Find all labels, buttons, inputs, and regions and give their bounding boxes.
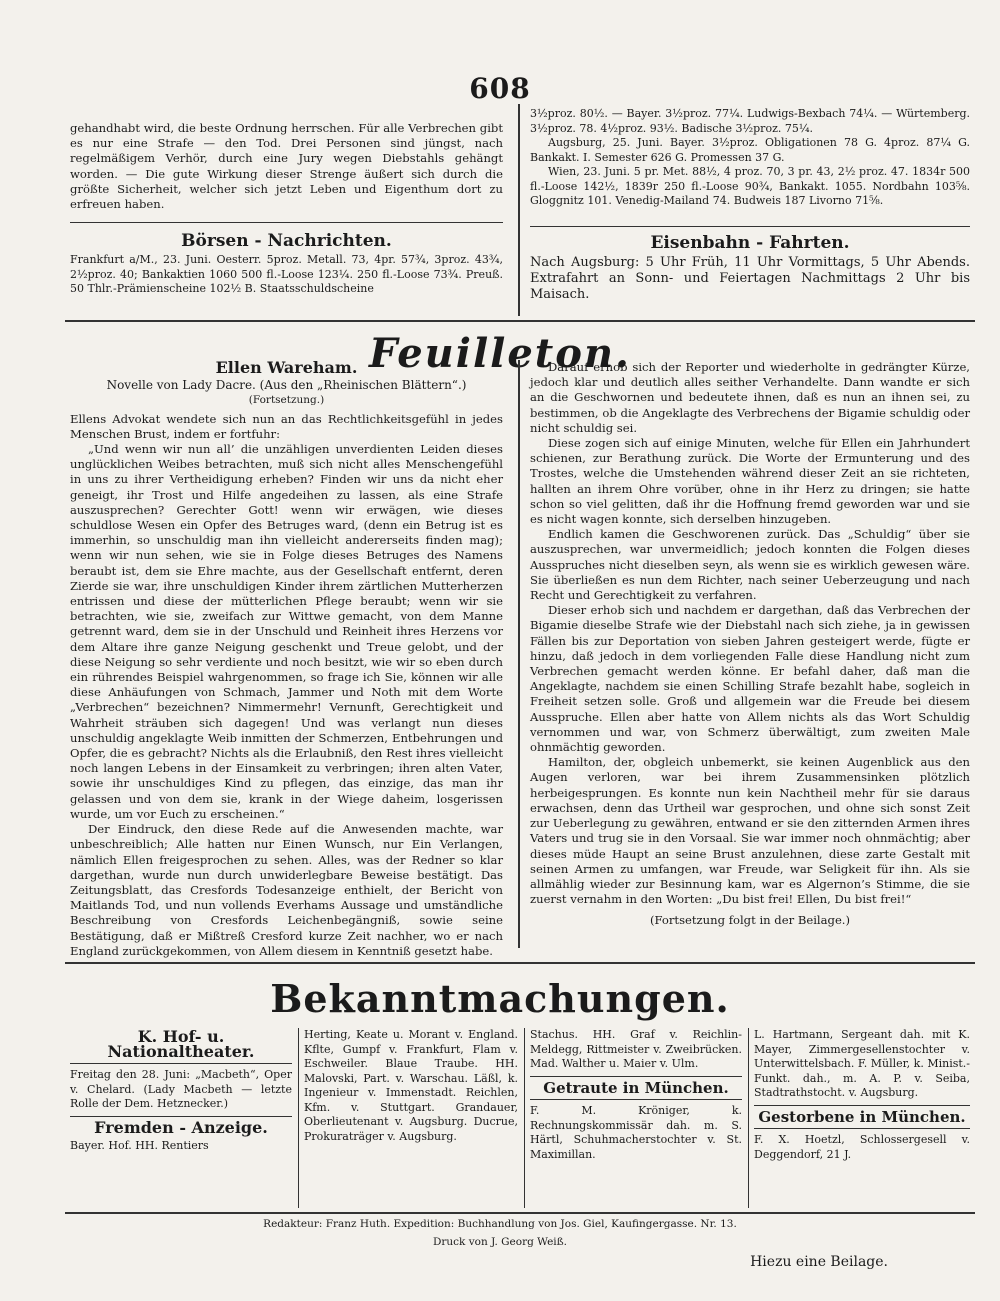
eisenbahn-heading: Eisenbahn - Fahrten. xyxy=(650,233,850,253)
divider xyxy=(530,1076,742,1077)
divider xyxy=(754,1105,970,1106)
gestorbene-heading: Gestorbene in München. xyxy=(758,1107,966,1126)
column-divider xyxy=(298,1028,299,1208)
announce-col-4-text: L. Hartmann, Sergeant dah. mit K. Mayer, Zimmergesellenstochter v. Unterwittelsbach. F. Müller, k. Minist.-Funkt. dah., m. A. P. v. Seiba, Stadtrathstocht. v. Augsburg. xyxy=(754,1028,970,1099)
fremden-text: Bayer. Hof. HH. Rentiers xyxy=(70,1139,209,1152)
theater-heading: K. Hof- u. Nationaltheater. xyxy=(107,1027,255,1061)
divider xyxy=(65,962,975,964)
right-paragraph: Endlich kamen die Geschworenen zurück. Das „Schuldig“ über sie auszusprechen, war unvermeidlich; jedoch konnten die Folgen dieses Ausspruches nicht dieselben seyn, als wenn sie es wirklich gewesen wäre. Sie überließen es nun dem Richter, nach seiner Ueberzeugung und nach Recht und Gerechtigkeit zu verfahren. xyxy=(530,527,970,603)
announce-col-1 xyxy=(70,1028,292,1154)
right-paragraph: Dieser erhob sich und nachdem er dargethan, daß das Verbrechen der Bigamie dieselbe Strafe wie der Diebstahl nach sich ziehe, ja in gewissen Fällen bis zur Deportation von sieben Jahren gesteigert werde, fügte er hinzu, daß jedoch in dem vorliegenden Falle diese Handlung nicht zum Verbrechen gemacht werden könne. Er befahl daher, daß man die Angeklagte, nachdem sie einen Schilling Strafe bezahlt habe, sogleich in Freiheit setzen solle. Groß und allgemein war die Freude bei diesem Ausspruche. Ellen aber hatte von Allem nichts als das Wort Schuldig vernommen und war, von Schmerz überwältigt, zum zweiten Male ohnmächtig geworden. xyxy=(530,603,970,755)
top-left-paragraph: gehandhabt wird, die beste Ordnung herrschen. Für alle Verbrechen gibt es nur eine Strafe — den Tod. Drei Personen sind jüngst, nach regelmäßigem Verhör, durch eine Jury wegen Diebstahls gehängt worden. — Die gute Wirkung dieser Strenge äußert sich durch die größte Sicherheit, welcher sich jetzt Leben und Eigenthum dort zu erfreuen haben. xyxy=(70,121,503,212)
footer-editor-line: Redakteur: Franz Huth. Expedition: Buchhandlung von Jos. Giel, Kaufingergasse. Nr. 13. xyxy=(263,1218,737,1230)
column-divider xyxy=(524,1028,525,1208)
feuilleton-left-column xyxy=(70,360,503,959)
to-be-continued: (Fortsetzung folgt in der Beilage.) xyxy=(649,913,851,928)
top-right-column xyxy=(530,107,970,209)
announce-col-2-text: Herting, Keate u. Morant v. England. Kflte, Gumpf v. Frankfurt, Flam v. Eschweiler. Blaue Traube. HH. Malovski, Part. v. Warschau. Läßl, k. Ingenieur v. Immenstadt. Reichlen, Kfm. v. Stuttgart. Grandauer, Oberlieutenant v. Augsburg. Ducrue, Prokuraträger v. Augsburg. xyxy=(304,1028,518,1143)
announce-col-3 xyxy=(530,1028,742,1162)
story-continuation: (Fortsetzung.) xyxy=(248,394,325,407)
left-paragraph: Ellens Advokat wendete sich nun an das Rechtlichkeitsgefühl in jedes Menschen Brust, indem er fortfuhr: xyxy=(70,411,503,441)
boersen-section xyxy=(70,232,503,297)
top-right-line-2: Augsburg, 25. Juni. Bayer. 3½proz. Obligationen 78 G. 4proz. 87¼ G. Bankakt. I. Semester 626 G. Promessen 37 G. xyxy=(530,136,970,164)
boersen-heading: Börsen - Nachrichten. xyxy=(181,231,392,251)
divider xyxy=(70,1116,292,1117)
divider xyxy=(65,1212,975,1214)
left-paragraph: Der Eindruck, den diese Rede auf die Anwesenden machte, war unbeschreiblich; Alle hatten nur Einen Wunsch, nur Ein Verlangen, nämlich Ellen freigesprochen zu sehen. Alles, was der Redner so klar dargethan, wurde nun durch unwiderlegbare Beweise bestätigt. Das Zeitungsblatt, das Cresfords Todesanzeige enthielt, der Bericht von Maitlands Tod, und nun vollends Everhams Aussage und umständliche Beschreibung von Cresfords Leichenbegängniß, sowie seine Bestätigung, daß er Mißtreß Cresford kurze Zeit nachher, wo er nach England zurückgekommen, von Allem diesem in Kenntniß gesetzt habe. xyxy=(70,822,503,958)
getraute-heading: Getraute in München. xyxy=(543,1078,729,1097)
footer-print-line: Druck von J. Georg Weiß. xyxy=(432,1236,568,1248)
eisenbahn-section xyxy=(530,234,970,303)
divider xyxy=(754,1128,970,1129)
feuilleton-right-column xyxy=(530,360,970,929)
top-right-line-1: 3½proz. 80½. — Bayer. 3½proz. 77¼. Ludwigs-Bexbach 74¼. — Würtemberg. 3½proz. 78. 4½proz. 93½. Badische 3½proz. 75¼. xyxy=(530,107,970,135)
announce-col-4 xyxy=(754,1028,970,1162)
divider xyxy=(65,320,975,322)
story-title: Ellen Wareham. xyxy=(215,358,358,377)
announce-col-2 xyxy=(304,1028,518,1144)
right-paragraph: Darauf erhob sich der Reporter und wiederholte in gedrängter Kürze, jedoch klar und deutlich alles seither Verhandelte. Dann wandte er sich an die Geschwornen und bedeutete ihnen, daß es nun an ihnen sei, zu bestimmen, ob die Angeklagte des Verbrechens der Bigamie schuldig oder nicht schuldig sei. xyxy=(530,360,970,435)
right-paragraph: Diese zogen sich auf einige Minuten, welche für Ellen ein Jahrhundert schienen, zur Berathung zurück. Die Worte der Ermunterung und des Trostes, welche die Umstehenden während dieser Zeit an sie richteten, hallten an ihrem Ohre vorüber, ohne in ihr Herz zu dringen; sie hatte schon so viel gelitten, daß ihr die Hoffnung fremd geworden war und sie es nicht wagen konnte, sich derselben hinzugeben. xyxy=(530,436,970,527)
top-left-column xyxy=(70,121,503,212)
divider xyxy=(530,226,970,227)
top-right-line-3: Wien, 23. Juni. 5 pr. Met. 88½, 4 proz. 70, 3 pr. 43, 2½ proz. 47. 1834r 500 fl.-Loose 142½, 1839r 250 fl.-Loose 90¾, Bankakt. 1055. Nordbahn 103⅝. Gloggnitz 101. Venedig-Mailand 74. Budweis 187 Livorno 71⅝. xyxy=(530,165,970,207)
divider xyxy=(530,1099,742,1100)
page-number: 608 xyxy=(469,72,531,105)
theater-text: Freitag den 28. Juni: „Macbeth“, Oper v. Chelard. (Lady Macbeth — letzte Rolle der Dem. Hetznecker.) xyxy=(70,1068,292,1110)
announce-col-3-text: Stachus. HH. Graf v. Reichlin-Meldegg, Rittmeister v. Zweibrücken. Mad. Walther u. Maier v. Ulm. xyxy=(530,1028,742,1070)
divider xyxy=(70,1063,292,1064)
fremden-heading: Fremden - Anzeige. xyxy=(94,1117,268,1137)
story-subtitle: Novelle von Lady Dacre. (Aus den „Rheinischen Blättern“.) xyxy=(106,378,467,393)
left-paragraph: „Und wenn wir nun all’ die unzähligen unverdienten Leiden dieses unglücklichen Weibes betrachten, muß sich nicht alles Menschengefühl in uns zu ihrer Vertheidigung erheben? Finden wir uns da nicht eher geneigt, ihr Trost und Hilfe angedeihen zu lassen, als eine Strafe auszusprechen? Gerechter Gott! wenn wir erwägen, wie dieses schuldlose Wesen ein Opfer des Betruges ward, (denn ein Betrug ist es immerhin, so unschuldig man ihn vielleicht andererseits finden mag); wenn wir nun sehen, wie sie in Folge dieses Betruges des Namens beraubt ist, dem sie Ehre machte, aus der Gesellschaft entfernt, deren Zierde sie war, ihre unschuldigen Kinder ihrem zärtlichen Mutterherzen entrissen und diese der mütterlichen Pflege beraubt; wenn wir sie betrachten, wie sie, zweifach zur Wittwe gemacht, von dem Manne getrennt ward, dem sie in der Unschuld und Reinheit ihres Herzens vor dem Altare ihre ganze Neigung geschenkt und Treue gelobt, und der diese Neigung so sehr verdiente und noch besitzt, wie wir so eben durch ein rührendes Beispiel wahrgenommen, so frage ich Sie, können wir alle diese Anhäufungen von Schmach, Jammer und Noth mit dem Worte „Verbrechen“ bezeichnen? Nimmermehr! Vernunft, Gerechtigkeit und Wahrheit sträuben sich dagegen! Und was verlangt nun dieses unschuldig angeklagte Weib inmitten der Schmerzen, Entbehrungen und Opfer, die es gebracht? Nichts als die Erlaubniß, den Rest ihres vielleicht noch langen Lebens in der Einsamkeit zu verbringen; ihren alten Vater, sowie ihr unschuldiges Kind zu pflegen, das einzige, das man ihr gelassen und von dem sie, krank in der Wiege daheim, losgerissen wurde, um vor Euch zu erscheinen.“ xyxy=(70,442,503,821)
divider xyxy=(70,222,503,223)
column-divider xyxy=(748,1028,749,1208)
column-divider xyxy=(518,104,520,316)
gestorbene-text: F. X. Hoetzl, Schlossergesell v. Deggendorf, 21 J. xyxy=(754,1133,970,1161)
feuilleton-title: Feuilleton. xyxy=(369,330,631,377)
eisenbahn-text: Nach Augsburg: 5 Uhr Früh, 11 Uhr Vormittags, 5 Uhr Abends. Extrafahrt an Sonn- und Feiertagen Nachmittags 2 Uhr bis Maisach. xyxy=(530,255,970,303)
column-divider xyxy=(518,360,520,948)
footer-beilage: Hiezu eine Beilage. xyxy=(750,1254,888,1270)
right-paragraph: Hamilton, der, obgleich unbemerkt, sie keinen Augenblick aus den Augen verloren, war bei ihrem Zusammensinken plötzlich herbeigesprungen. Es konnte nun kein Nachtheil mehr für sie daraus erwachsen, denn das Urtheil war gesprochen, und ohne sich sonst Zeit zur Ueberlegung zu gewähren, entwand er sie den zitternden Armen ihres Vaters und trug sie in den Vorsaal. Sie war immer noch ohnmächtig; aber dieses müde Haupt an seine Brust anzulehnen, diese zarte Gestalt mit seinen Armen zu umfangen, war Freude, war Seligkeit für ihn. Als sie allmählig wieder zur Besinnung kam, war es Algernon’s Stimme, die sie zuerst vernahm in den Worten: „Du bist frei! Ellen, Du bist frei!“ xyxy=(530,755,970,907)
getraute-text: F. M. Kröniger, k. Rechnungskommissär dah. m. S. Härtl, Schuhmacherstochter v. St. Maximillan. xyxy=(530,1104,742,1161)
bekanntmachungen-title: Bekanntmachungen. xyxy=(270,976,730,1021)
boersen-text: Frankfurt a/M., 23. Juni. Oesterr. 5proz. Metall. 73, 4pr. 57¾, 3proz. 43¾, 2½proz. 40; Bankaktien 1060 500 fl.-Loose 123¼. 250 fl.-Loose 73¾. Preuß. 50 Thlr.-Prämienscheine 102½ B. Staatsschuldscheine xyxy=(70,253,503,296)
